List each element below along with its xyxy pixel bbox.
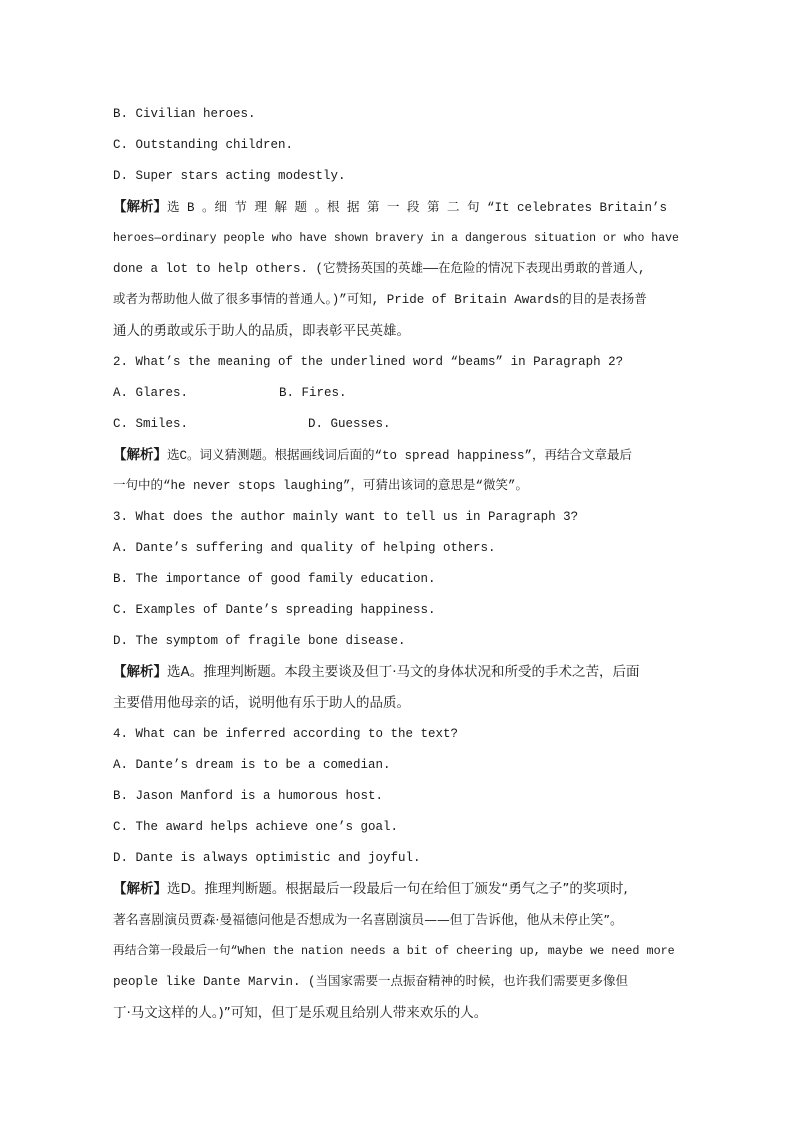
q3-option-b: B. The importance of good family education. [113,572,436,586]
q1-analysis-line-4: 或者为帮助他人做了很多事情的普通人。)”可知, Pride of Britain Awards的目的是表扬普 [113,293,647,307]
q1-analysis-line-2: heroes—ordinary people who have shown bravery in a dangerous situation or who have [113,232,679,245]
q4-option-d: D. Dante is always optimistic and joyful. [113,851,421,865]
q2-question: 2. What’s the meaning of the underlined word “beams” in Paragraph 2? [113,355,624,369]
q3-analysis-text-1: 选A。推理判断题。本段主要谈及但丁·马文的身体状况和所受的手术之苦，后面 [167,664,640,680]
q1-analysis-line-1 [113,192,681,223]
q3-analysis-line-2: 主要借用他母亲的话，说明他有乐于助人的品质。 [113,695,410,711]
q2-analysis-line-1 [113,440,681,471]
q1-option-b: B. Civilian heroes. [113,107,256,121]
q1-analysis-line-3: done a lot to help others. (它赞扬英国的英雄——在危险的情况下表现出勇敢的普通人, [113,262,646,276]
q4-analysis-text-1: 选D。推理判断题。根据最后一段最后一句在给但丁颁发“勇气之子”的奖项时, [167,881,628,897]
q4-option-b: B. Jason Manford is a humorous host. [113,789,384,803]
q4-analysis-line-5: 丁·马文这样的人。)”可知，但丁是乐观且给别人带来欢乐的人。 [113,1005,488,1021]
q1-analysis-line-5: 通人的勇敢或乐于助人的品质，即表彰平民英雄。 [113,323,410,339]
document-content [113,99,681,1029]
q2-options-row-1 [113,378,681,409]
q1-analysis-text-1: 选 B 。细 节 理 解 题 。根 据 第 一 段 第 二 句 “It celebrates Britain’s [167,201,668,215]
q2-option-a: A. Glares. [113,386,189,400]
analysis-tag: 【解析】 [113,199,167,215]
q2-option-c: C. Smiles. [113,417,189,431]
q4-option-c: C. The award helps achieve one’s goal. [113,820,399,834]
q2-option-d: D. Guesses. [308,417,391,431]
q2-analysis-text-1: 选C。词义猜测题。根据画线词后面的“to spread happiness”，再结合文章最后 [167,449,633,463]
q4-analysis-line-1 [113,874,681,905]
q4-option-a: A. Dante’s dream is to be a comedian. [113,758,391,772]
q2-option-b: B. Fires. [279,386,347,400]
q4-analysis-line-4: people like Dante Marvin. (当国家需要一点振奋精神的时候，也许我们需要更多像但 [113,975,629,989]
q3-option-a: A. Dante’s suffering and quality of helping others. [113,541,496,555]
q3-analysis-line-1 [113,657,681,688]
q2-options-row-2 [113,409,681,440]
q1-option-d: D. Super stars acting modestly. [113,169,346,183]
q4-question: 4. What can be inferred according to the text? [113,727,459,741]
q3-option-d: D. The symptom of fragile bone disease. [113,634,406,648]
analysis-tag: 【解析】 [113,664,167,680]
analysis-tag: 【解析】 [113,447,167,463]
q4-analysis-line-2: 著名喜剧演员贾森·曼福德问他是否想成为一名喜剧演员——但丁告诉他，他从未停止笑”。 [113,913,623,928]
q4-analysis-line-3: 再结合第一段最后一句“When the nation needs a bit of cheering up, maybe we need more [113,944,675,958]
q1-option-c: C. Outstanding children. [113,138,294,152]
q3-option-c: C. Examples of Dante’s spreading happiness. [113,603,436,617]
analysis-tag: 【解析】 [113,881,167,897]
q3-question: 3. What does the author mainly want to tell us in Paragraph 3? [113,510,579,524]
q2-analysis-line-2: 一句中的“he never stops laughing”，可猜出该词的意思是“微笑”。 [113,479,529,493]
